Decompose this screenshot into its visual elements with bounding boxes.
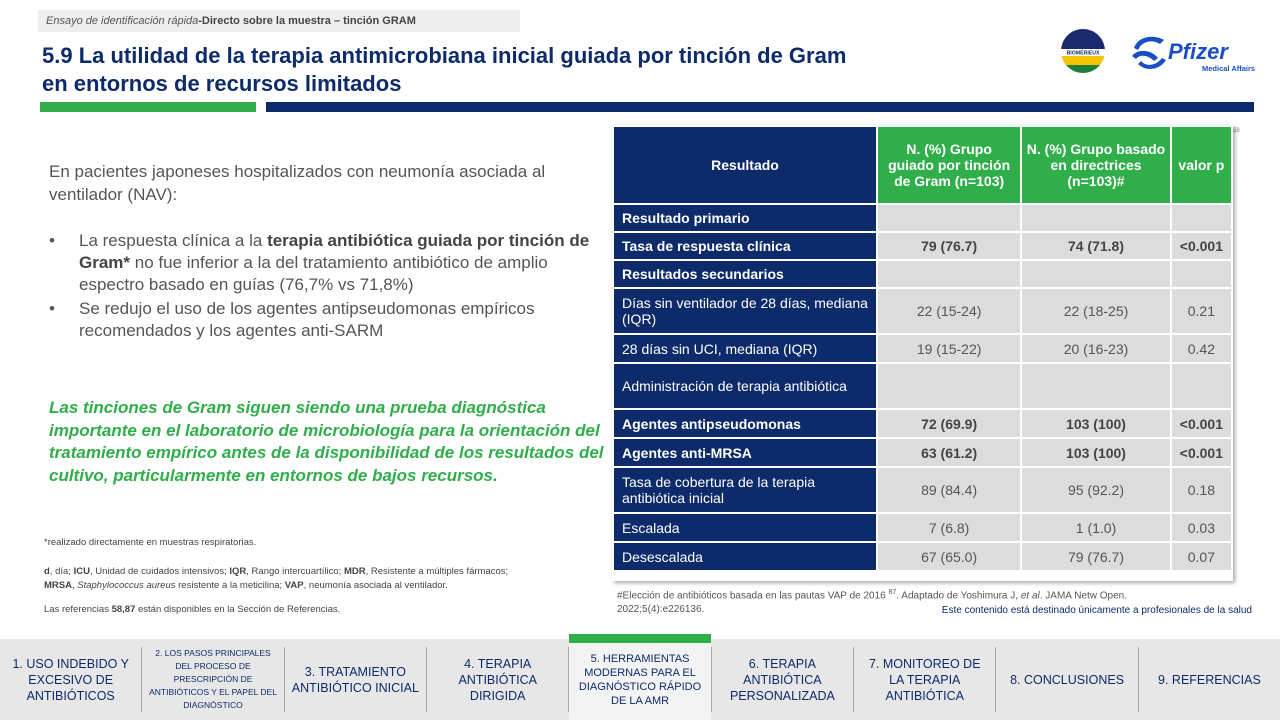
table-row — [614, 514, 1231, 541]
table-row — [614, 335, 1231, 362]
key-findings-list — [49, 230, 609, 344]
page-title-line-1: 5.9 La utilidad de la terapia antimicrobiana inicial guiada por tinción de Gram — [42, 43, 847, 68]
breadcrumb-topic: Ensayo de identificación rápida — [46, 15, 199, 27]
row-label: Agentes antipseudomonas — [614, 410, 876, 437]
nav-item-6[interactable]: 6. TERAPIA ANTIBIÓTICA PERSONALIZADA — [729, 656, 835, 703]
header-guideline-group: N. (%) Grupo basado en directrices (n=103)# — [1022, 127, 1170, 203]
finding-item — [49, 298, 609, 342]
empty-cell — [1172, 364, 1231, 408]
nav-item-4[interactable]: 4. TERAPIA ANTIBIÓTICA DIRIGIDA — [458, 656, 537, 703]
empty-cell — [1022, 261, 1170, 287]
empty-cell — [878, 205, 1020, 231]
row-label: Desescalada — [614, 543, 876, 570]
finding-item — [49, 230, 609, 296]
gram-value: 63 (61.2) — [878, 439, 1020, 466]
pfizer-logo-text: Pfizer — [1168, 39, 1228, 64]
nav-item-3[interactable]: 3. TRATAMIENTO ANTIBIÓTICO INICIAL — [291, 664, 419, 695]
footnote-references — [44, 604, 340, 615]
breadcrumb-section: -Directo sobre la muestra – tinción GRAM — [198, 15, 416, 27]
refs-numbers: 58,87 — [111, 604, 136, 615]
nav-item-8[interactable]: 8. CONCLUSIONES — [1010, 672, 1125, 687]
finding-1-bold: terapia antibiótica guiada por tinción de Gram* — [79, 231, 590, 272]
refs-post: están disponibles en la Sección de Referencias. — [135, 604, 341, 615]
gram-value: 22 (15-24) — [878, 289, 1020, 333]
gram-value: 72 (69.9) — [878, 410, 1020, 437]
biomerieux-logo — [1058, 27, 1108, 75]
row-label: Administración de terapia antibiótica — [614, 364, 876, 408]
pfizer-logo-subtext: Medical Affairs — [1202, 64, 1256, 73]
intro-text: En pacientes japoneses hospitalizados con neumonía asociada al ventilador (NAV): — [49, 162, 546, 204]
gram-value: 7 (6.8) — [878, 514, 1020, 541]
row-label: Días sin ventilador de 28 días, mediana (IQR) — [614, 289, 876, 333]
table-row — [614, 439, 1231, 466]
row-label: Escalada — [614, 514, 876, 541]
abbr-def: resistente a la meticilina; — [175, 580, 285, 591]
p-value: <0.001 — [1172, 233, 1231, 259]
title-rule-blue — [266, 102, 1254, 112]
abbr-def: , neumonía asociada al ventilador. — [303, 580, 448, 591]
nav-item-9[interactable]: 9. REFERENCIAS — [1158, 672, 1261, 687]
header-result: Resultado — [614, 127, 876, 203]
empty-cell — [1172, 205, 1231, 231]
abbr-def: , — [71, 580, 78, 591]
abbr-term: MRSA — [44, 580, 72, 591]
footnote-abbreviations — [44, 565, 584, 593]
nav-item-1[interactable]: 1. USO INDEBIDO Y EXCESIVO DE ANTIBIÓTICOS — [12, 656, 129, 703]
abbr-term: ICU — [73, 566, 90, 577]
empty-cell — [1022, 205, 1170, 231]
abbr-term: d — [44, 566, 50, 577]
table-row — [614, 233, 1231, 259]
section-nav — [0, 639, 1280, 720]
page-title — [42, 42, 942, 98]
row-label: Resultados secundarios — [614, 261, 876, 287]
table-footnote-text: . JAMA Netw Open. 2022;5(4):e226136. — [617, 590, 1128, 616]
header-p-value: valor p — [1172, 127, 1231, 203]
p-value: <0.001 — [1172, 410, 1231, 437]
table-footnote-text: #Elección de antibióticos basada en las pautas VAP de 2016 — [617, 590, 889, 602]
table-header-row — [614, 127, 1231, 203]
row-label: Agentes anti-MRSA — [614, 439, 876, 466]
page-title-line-2: en entornos de recursos limitados — [42, 71, 402, 96]
abbr-term: MDR — [343, 566, 366, 577]
pfizer-logo — [1128, 28, 1256, 76]
abbr-term: IQR — [229, 566, 247, 577]
table-row — [614, 543, 1231, 570]
row-label: Tasa de respuesta clínica — [614, 233, 876, 259]
refs-pre: Las referencias — [44, 604, 112, 615]
empty-cell — [878, 364, 1020, 408]
table-row — [614, 289, 1231, 333]
row-label: 28 días sin UCI, mediana (IQR) — [614, 335, 876, 362]
abbr-def: , Unidad de cuidados intensivos; — [89, 566, 230, 577]
guideline-value: 22 (18-25) — [1022, 289, 1170, 333]
finding-1-post: no fue inferior a la del tratamiento antibiótico de amplio espectro basado en guías (76,7% vs 71,8%) — [79, 253, 548, 294]
gram-value: 67 (65.0) — [878, 543, 1020, 570]
biomerieux-logo-text: BIOMÉRIEUX — [1066, 50, 1100, 57]
page-number: 58 — [1233, 128, 1240, 134]
footnote-asterisk: *realizado directamente en muestras respiratorias. — [44, 537, 257, 548]
p-value: 0.42 — [1172, 335, 1231, 362]
p-value: 0.21 — [1172, 289, 1231, 333]
guideline-value: 74 (71.8) — [1022, 233, 1170, 259]
table-row — [614, 468, 1231, 512]
guideline-value: 103 (100) — [1022, 410, 1170, 437]
guideline-value: 95 (92.2) — [1022, 468, 1170, 512]
abbr-def-italic: Staphylococcus aureus — [77, 580, 176, 591]
gram-value: 89 (84.4) — [878, 468, 1020, 512]
p-value: 0.03 — [1172, 514, 1231, 541]
pfizer-helix-icon — [1132, 37, 1166, 69]
p-value: 0.07 — [1172, 543, 1231, 570]
p-value: <0.001 — [1172, 439, 1231, 466]
title-rule-green — [40, 102, 256, 112]
results-table — [612, 125, 1233, 572]
guideline-value: 79 (76.7) — [1022, 543, 1170, 570]
nav-item-2[interactable]: 2. LOS PASOS PRINCIPALES DEL PROCESO DE PRESCRIPCIÓN DE ANTIBIÓTICOS Y EL PAPEL DEL DIAGNÓSTICO — [149, 648, 277, 710]
results-table-container — [612, 125, 1233, 581]
nav-item-7[interactable]: 7. MONITOREO DE LA TERAPIA ANTIBIÓTICA — [868, 656, 981, 703]
table-row — [614, 364, 1231, 408]
guideline-value: 20 (16-23) — [1022, 335, 1170, 362]
key-message: Las tinciones de Gram siguen siendo una prueba diagnóstica importante en el laboratorio de microbiología para la orientación del tratamiento empírico antes de la disponibilidad de los resultados del cultivo, particularmente en entornos de bajos recursos. — [49, 398, 604, 485]
finding-1-pre: La respuesta clínica a la — [79, 231, 268, 250]
empty-cell — [878, 261, 1020, 287]
gram-value: 19 (15-22) — [878, 335, 1020, 362]
abbr-def: , Rango intercuartílico; — [246, 566, 344, 577]
guideline-value: 103 (100) — [1022, 439, 1170, 466]
row-label: Resultado primario — [614, 205, 876, 231]
table-footnote-text: . Adaptado de Yoshimura J, — [896, 590, 1021, 602]
gram-value: 79 (76.7) — [878, 233, 1020, 259]
empty-cell — [1022, 364, 1170, 408]
breadcrumb — [38, 10, 520, 32]
table-footnote-ref: 87 — [888, 589, 897, 596]
p-value: 0.18 — [1172, 468, 1231, 512]
nav-item-5-active[interactable]: 5. HERRAMIENTAS MODERNAS PARA EL DIAGNÓSTICO RÁPIDO DE LA AMR — [569, 639, 710, 720]
abbr-term: VAP — [284, 580, 304, 591]
finding-2-text: Se redujo el uso de los agentes antipseudomonas empíricos recomendados y los agentes anti-SARM — [79, 299, 535, 340]
abbr-def: , día; — [49, 566, 74, 577]
table-footnote-italic: et al — [1020, 590, 1040, 602]
abbr-def: , Resistente a múltiples fármacos; — [365, 566, 509, 577]
row-label: Tasa de cobertura de la terapia antibiótica inicial — [614, 468, 876, 512]
guideline-value: 1 (1.0) — [1022, 514, 1170, 541]
table-row — [614, 205, 1231, 231]
table-row — [614, 410, 1231, 437]
header-gram-group: N. (%) Grupo guiado por tinción de Gram (n=103) — [878, 127, 1020, 203]
table-row — [614, 261, 1231, 287]
hcp-disclaimer: Este contenido está destinado únicamente a profesionales de la salud — [941, 605, 1252, 616]
empty-cell — [1172, 261, 1231, 287]
